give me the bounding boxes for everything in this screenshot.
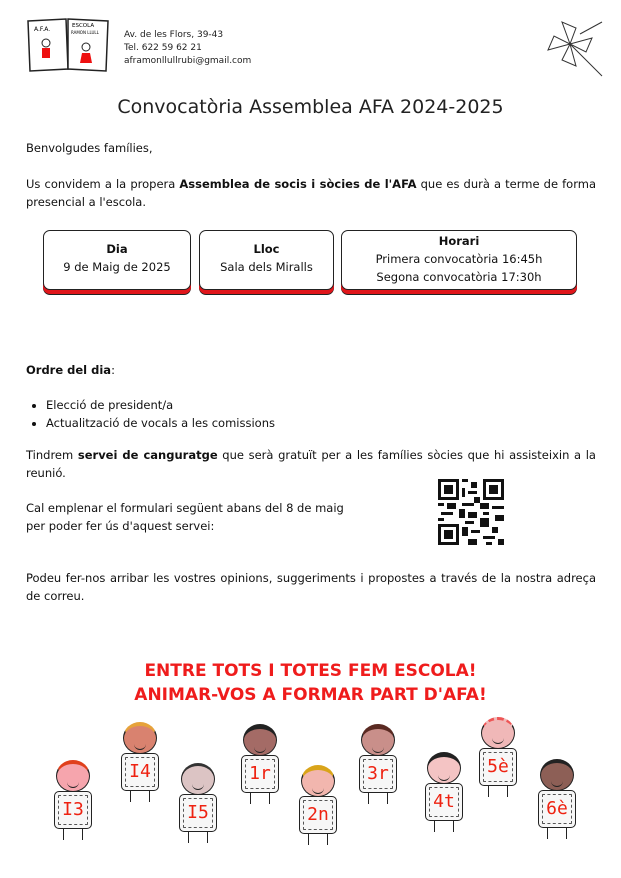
class-sign: 6è (538, 790, 576, 828)
class-sign: 2n (299, 796, 337, 834)
svg-text:ESCOLA: ESCOLA (72, 23, 95, 29)
kid-illustration (424, 752, 464, 832)
face-icon (427, 752, 461, 784)
card-value: Primera convocatòria 16:45h (375, 252, 543, 266)
slogan: ENTRE TOTS I TOTES FEM ESCOLA! ANIMAR-VOS A FORMAR PART D'AFA! (134, 661, 487, 705)
face-icon (56, 760, 90, 792)
page-title: Convocatòria Assemblea AFA 2024-2025 (117, 96, 504, 118)
kid-illustration (120, 722, 160, 802)
kid-illustration (358, 724, 398, 804)
afa-logo (26, 17, 110, 72)
address: Av. de les Flors, 39-43 (124, 30, 224, 40)
kid-illustration (53, 760, 93, 840)
card-value: 9 de Maig de 2025 (63, 260, 171, 274)
class-sign: 3r (359, 755, 397, 793)
card-title: Horari (438, 234, 480, 248)
class-sign: 4t (425, 783, 463, 821)
class-sign: I5 (179, 794, 217, 832)
email: aframonllullrubi@gmail.com (124, 56, 252, 66)
agenda-title: Ordre del dia: (26, 363, 115, 377)
greeting: Benvolgudes famílies, (26, 141, 153, 155)
childcare-text: Tindrem servei de canguratge que serà gratuït per a les famílies sòcies que hi assisteixin a la reunió. (26, 448, 596, 480)
face-icon (243, 724, 277, 756)
card-title: Lloc (253, 242, 280, 256)
svg-text:RAMON LLULL: RAMON LLULL (71, 30, 99, 35)
card-title: Dia (106, 242, 128, 256)
contact-info (124, 29, 251, 68)
pinwheel-icon (540, 14, 604, 78)
intro-text: Us convidem a la propera Assemblea de socis i sòcies de l'AFA que es durà a terme de forma presencial a l'escola. (26, 177, 596, 209)
class-sign: 1r (241, 755, 279, 793)
class-sign: I4 (121, 753, 159, 791)
form-text: Cal emplenar el formulari següent abans del 8 de maig per poder fer ús d'aquest servei: (26, 501, 344, 533)
card-schedule (341, 230, 577, 290)
face-icon (540, 759, 574, 791)
qr-code[interactable] (438, 479, 504, 545)
face-icon (361, 724, 395, 756)
face-icon (123, 722, 157, 754)
class-sign: I3 (54, 791, 92, 829)
kid-illustration (298, 765, 338, 845)
list-item: • Actualització de vocals a les comissions (46, 414, 275, 432)
kid-illustration (537, 759, 577, 839)
card-place (199, 230, 334, 290)
kid-illustration (178, 763, 218, 843)
face-icon (301, 765, 335, 797)
logo-text: A.F.A. (34, 26, 51, 33)
face-icon (181, 763, 215, 795)
kid-illustration (240, 724, 280, 804)
phone: Tel. 622 59 62 21 (124, 43, 202, 53)
list-item: • Elecció de president/a (46, 396, 275, 414)
class-sign: 5è (479, 748, 517, 786)
card-value: Segona convocatòria 17:30h (376, 270, 542, 284)
face-icon (481, 717, 515, 749)
kid-illustration (478, 717, 518, 797)
card-value: Sala dels Miralls (220, 260, 313, 274)
card-date (43, 230, 191, 290)
agenda-list (46, 396, 275, 432)
opinions-text: Podeu fer-nos arribar les vostres opinions, suggeriments i propostes a través de la nostra adreça de correu. (26, 571, 596, 603)
